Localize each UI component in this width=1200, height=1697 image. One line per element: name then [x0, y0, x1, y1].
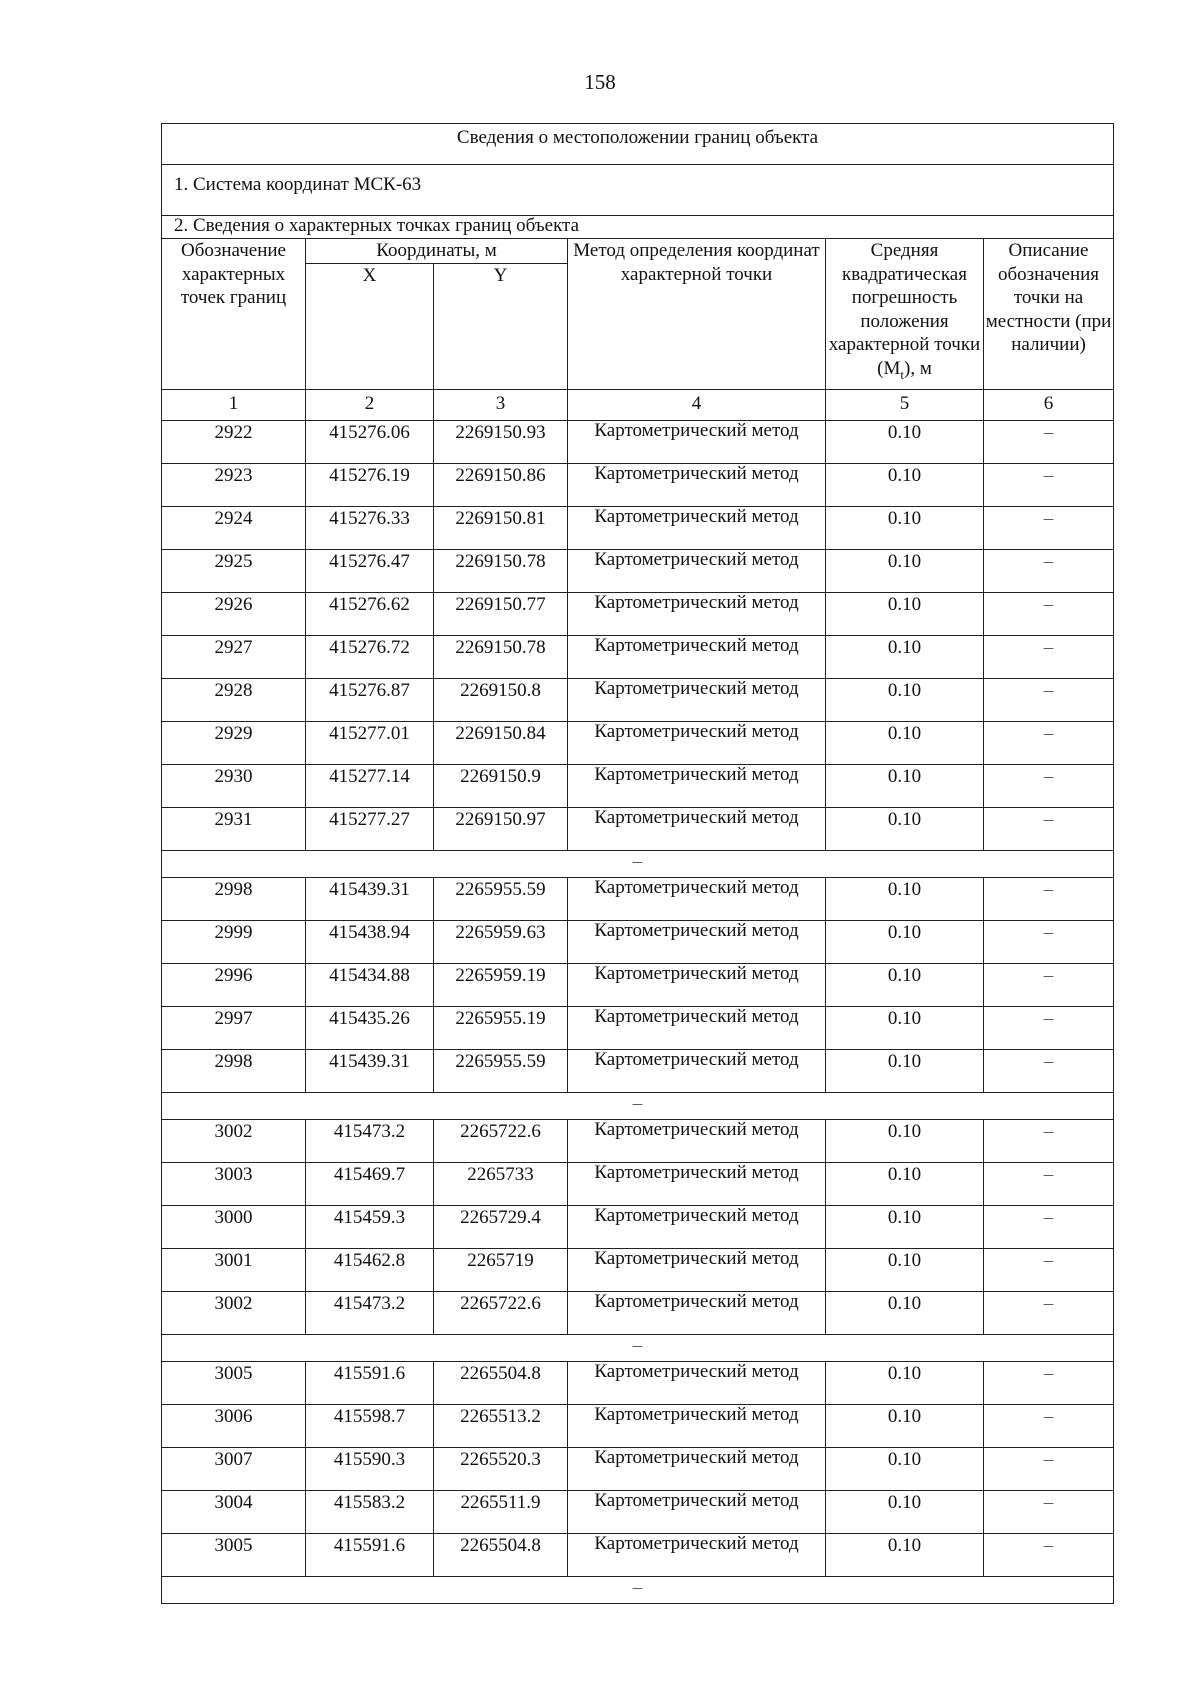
table-row — [162, 1362, 1114, 1405]
point-description: – — [984, 765, 1114, 808]
table-row — [162, 1050, 1114, 1093]
coordinate-system: 1. Система координат МСК-63 — [162, 165, 1114, 216]
method: Картометрический метод — [568, 1405, 826, 1448]
column-number: 2 — [306, 390, 434, 421]
table-row — [162, 964, 1114, 1007]
method: Картометрический метод — [568, 550, 826, 593]
table-row — [162, 1163, 1114, 1206]
coord-x: 415435.26 — [306, 1007, 434, 1050]
header-error-sub: t — [900, 366, 904, 382]
table-title: Сведения о местоположении границ объекта — [162, 124, 1114, 165]
table-row — [162, 464, 1114, 507]
point-description: – — [984, 921, 1114, 964]
point-designation: 2929 — [162, 722, 306, 765]
coord-y: 2265959.63 — [434, 921, 568, 964]
coord-y: 2265520.3 — [434, 1448, 568, 1491]
point-designation: 2998 — [162, 878, 306, 921]
coord-y: 2265719 — [434, 1249, 568, 1292]
mean-error: 0.10 — [826, 1292, 984, 1335]
section-title: 2. Сведения о характерных точках границ объекта — [162, 216, 1114, 239]
group-separator: – — [162, 1577, 1114, 1604]
method: Картометрический метод — [568, 964, 826, 1007]
point-designation: 3002 — [162, 1292, 306, 1335]
header-designation: Обозначение характерных точек границ — [162, 239, 306, 390]
mean-error: 0.10 — [826, 1491, 984, 1534]
mean-error: 0.10 — [826, 765, 984, 808]
table-row — [162, 1206, 1114, 1249]
mean-error: 0.10 — [826, 964, 984, 1007]
method: Картометрический метод — [568, 1534, 826, 1577]
coord-y: 2265733 — [434, 1163, 568, 1206]
coord-y: 2269150.77 — [434, 593, 568, 636]
coord-y: 2269150.93 — [434, 421, 568, 464]
table-row — [162, 593, 1114, 636]
header-error-main: Средняя квадратическая погрешность положения характерной точки (M — [828, 240, 981, 379]
point-designation: 3004 — [162, 1491, 306, 1534]
method: Картометрический метод — [568, 679, 826, 722]
table-row — [162, 765, 1114, 808]
coord-x: 415276.62 — [306, 593, 434, 636]
method: Картометрический метод — [568, 464, 826, 507]
group-separator-row — [162, 851, 1114, 878]
mean-error: 0.10 — [826, 593, 984, 636]
coord-x: 415439.31 — [306, 878, 434, 921]
point-designation: 2928 — [162, 679, 306, 722]
coord-x: 415276.33 — [306, 507, 434, 550]
header-description: Описание обозначения точки на местности (при наличии) — [984, 239, 1114, 390]
point-description: – — [984, 550, 1114, 593]
table-row — [162, 878, 1114, 921]
coord-y: 2265722.6 — [434, 1292, 568, 1335]
mean-error: 0.10 — [826, 1362, 984, 1405]
group-separator: – — [162, 851, 1114, 878]
mean-error: 0.10 — [826, 421, 984, 464]
point-description: – — [984, 1249, 1114, 1292]
method: Картометрический метод — [568, 1206, 826, 1249]
method: Картометрический метод — [568, 808, 826, 851]
coord-y: 2269150.78 — [434, 636, 568, 679]
point-designation: 2996 — [162, 964, 306, 1007]
method: Картометрический метод — [568, 765, 826, 808]
coord-x: 415276.06 — [306, 421, 434, 464]
point-description: – — [984, 1362, 1114, 1405]
coord-x: 415462.8 — [306, 1249, 434, 1292]
table-row — [162, 1491, 1114, 1534]
mean-error: 0.10 — [826, 464, 984, 507]
coord-y: 2265513.2 — [434, 1405, 568, 1448]
mean-error: 0.10 — [826, 550, 984, 593]
coord-y: 2269150.78 — [434, 550, 568, 593]
coord-y: 2265504.8 — [434, 1534, 568, 1577]
coord-y: 2265955.59 — [434, 878, 568, 921]
header-method: Метод определения координат характерной точки — [568, 239, 826, 390]
point-designation: 2931 — [162, 808, 306, 851]
mean-error: 0.10 — [826, 1050, 984, 1093]
coord-y: 2269150.81 — [434, 507, 568, 550]
header-error — [826, 239, 984, 390]
table-row — [162, 1534, 1114, 1577]
method: Картометрический метод — [568, 1163, 826, 1206]
table-row — [162, 808, 1114, 851]
coord-x: 415276.72 — [306, 636, 434, 679]
header-error-tail: ), м — [904, 357, 932, 379]
coordinate-system-row — [162, 165, 1114, 216]
table-row — [162, 1249, 1114, 1292]
header-row — [162, 239, 1114, 264]
page-number: 158 — [584, 70, 616, 94]
point-designation: 3005 — [162, 1362, 306, 1405]
header-x: X — [306, 264, 434, 390]
method: Картометрический метод — [568, 722, 826, 765]
method: Картометрический метод — [568, 507, 826, 550]
point-description: – — [984, 722, 1114, 765]
table-row — [162, 1405, 1114, 1448]
column-number: 5 — [826, 390, 984, 421]
coord-x: 415590.3 — [306, 1448, 434, 1491]
point-description: – — [984, 1120, 1114, 1163]
mean-error: 0.10 — [826, 1448, 984, 1491]
method: Картометрический метод — [568, 1362, 826, 1405]
method: Картометрический метод — [568, 1050, 826, 1093]
group-separator-row — [162, 1577, 1114, 1604]
coord-x: 415277.01 — [306, 722, 434, 765]
coord-x: 415439.31 — [306, 1050, 434, 1093]
method: Картометрический метод — [568, 1120, 826, 1163]
point-designation: 2923 — [162, 464, 306, 507]
point-description: – — [984, 636, 1114, 679]
table-row — [162, 679, 1114, 722]
table-body — [162, 124, 1114, 1604]
point-description: – — [984, 1007, 1114, 1050]
coord-x: 415591.6 — [306, 1534, 434, 1577]
table-row — [162, 1448, 1114, 1491]
point-designation: 2922 — [162, 421, 306, 464]
group-separator-row — [162, 1335, 1114, 1362]
table-row — [162, 550, 1114, 593]
coord-y: 2269150.8 — [434, 679, 568, 722]
point-description: – — [984, 1292, 1114, 1335]
point-designation: 3007 — [162, 1448, 306, 1491]
header-y: Y — [434, 264, 568, 390]
method: Картометрический метод — [568, 1249, 826, 1292]
coord-y: 2265504.8 — [434, 1362, 568, 1405]
point-description: – — [984, 1534, 1114, 1577]
coord-x: 415276.19 — [306, 464, 434, 507]
group-separator-row — [162, 1093, 1114, 1120]
coord-x: 415598.7 — [306, 1405, 434, 1448]
coord-x: 415277.27 — [306, 808, 434, 851]
boundary-points-table — [161, 123, 1114, 1604]
point-designation: 2926 — [162, 593, 306, 636]
coord-x: 415276.47 — [306, 550, 434, 593]
title-row — [162, 124, 1114, 165]
point-description: – — [984, 421, 1114, 464]
coord-y: 2265729.4 — [434, 1206, 568, 1249]
column-number: 4 — [568, 390, 826, 421]
mean-error: 0.10 — [826, 1206, 984, 1249]
mean-error: 0.10 — [826, 921, 984, 964]
point-designation: 3006 — [162, 1405, 306, 1448]
method: Картометрический метод — [568, 1007, 826, 1050]
coord-y: 2265722.6 — [434, 1120, 568, 1163]
coord-x: 415469.7 — [306, 1163, 434, 1206]
coord-x: 415459.3 — [306, 1206, 434, 1249]
point-description: – — [984, 808, 1114, 851]
point-designation: 2997 — [162, 1007, 306, 1050]
point-designation: 3002 — [162, 1120, 306, 1163]
group-separator: – — [162, 1335, 1114, 1362]
column-number: 3 — [434, 390, 568, 421]
point-description: – — [984, 1448, 1114, 1491]
method: Картометрический метод — [568, 1292, 826, 1335]
coord-x: 415583.2 — [306, 1491, 434, 1534]
coord-x: 415276.87 — [306, 679, 434, 722]
point-designation: 2925 — [162, 550, 306, 593]
table-row — [162, 921, 1114, 964]
coord-y: 2265959.19 — [434, 964, 568, 1007]
coord-y: 2269150.97 — [434, 808, 568, 851]
mean-error: 0.10 — [826, 636, 984, 679]
point-description: – — [984, 1163, 1114, 1206]
point-designation: 3001 — [162, 1249, 306, 1292]
method: Картометрический метод — [568, 921, 826, 964]
mean-error: 0.10 — [826, 1405, 984, 1448]
mean-error: 0.10 — [826, 679, 984, 722]
mean-error: 0.10 — [826, 1007, 984, 1050]
method: Картометрический метод — [568, 1448, 826, 1491]
table-row — [162, 722, 1114, 765]
mean-error: 0.10 — [826, 1249, 984, 1292]
point-designation: 3003 — [162, 1163, 306, 1206]
point-description: – — [984, 878, 1114, 921]
method: Картометрический метод — [568, 421, 826, 464]
method: Картометрический метод — [568, 1491, 826, 1534]
mean-error: 0.10 — [826, 878, 984, 921]
table-row — [162, 421, 1114, 464]
point-description: – — [984, 1491, 1114, 1534]
method: Картометрический метод — [568, 593, 826, 636]
point-description: – — [984, 1405, 1114, 1448]
mean-error: 0.10 — [826, 808, 984, 851]
coord-y: 2265955.19 — [434, 1007, 568, 1050]
coord-x: 415434.88 — [306, 964, 434, 1007]
mean-error: 0.10 — [826, 1120, 984, 1163]
column-number: 6 — [984, 390, 1114, 421]
column-numbers-row — [162, 390, 1114, 421]
point-description: – — [984, 464, 1114, 507]
point-description: – — [984, 964, 1114, 1007]
mean-error: 0.10 — [826, 1534, 984, 1577]
group-separator: – — [162, 1093, 1114, 1120]
table-row — [162, 636, 1114, 679]
coord-y: 2269150.9 — [434, 765, 568, 808]
point-designation: 2998 — [162, 1050, 306, 1093]
coord-y: 2269150.86 — [434, 464, 568, 507]
point-description: – — [984, 1050, 1114, 1093]
point-description: – — [984, 679, 1114, 722]
method: Картометрический метод — [568, 878, 826, 921]
coord-y: 2269150.84 — [434, 722, 568, 765]
coord-x: 415473.2 — [306, 1120, 434, 1163]
method: Картометрический метод — [568, 636, 826, 679]
point-designation: 3000 — [162, 1206, 306, 1249]
coord-x: 415438.94 — [306, 921, 434, 964]
mean-error: 0.10 — [826, 1163, 984, 1206]
table-row — [162, 507, 1114, 550]
coord-x: 415277.14 — [306, 765, 434, 808]
coord-y: 2265511.9 — [434, 1491, 568, 1534]
point-designation: 2999 — [162, 921, 306, 964]
point-designation: 2927 — [162, 636, 306, 679]
point-description: – — [984, 507, 1114, 550]
point-designation: 2930 — [162, 765, 306, 808]
point-designation: 2924 — [162, 507, 306, 550]
header-coordinates: Координаты, м — [306, 239, 568, 264]
section-row — [162, 216, 1114, 239]
point-designation: 3005 — [162, 1534, 306, 1577]
coord-x: 415473.2 — [306, 1292, 434, 1335]
column-number: 1 — [162, 390, 306, 421]
table-row — [162, 1292, 1114, 1335]
table-row — [162, 1007, 1114, 1050]
coord-x: 415591.6 — [306, 1362, 434, 1405]
point-description: – — [984, 593, 1114, 636]
mean-error: 0.10 — [826, 722, 984, 765]
point-description: – — [984, 1206, 1114, 1249]
coord-y: 2265955.59 — [434, 1050, 568, 1093]
table-row — [162, 1120, 1114, 1163]
mean-error: 0.10 — [826, 507, 984, 550]
